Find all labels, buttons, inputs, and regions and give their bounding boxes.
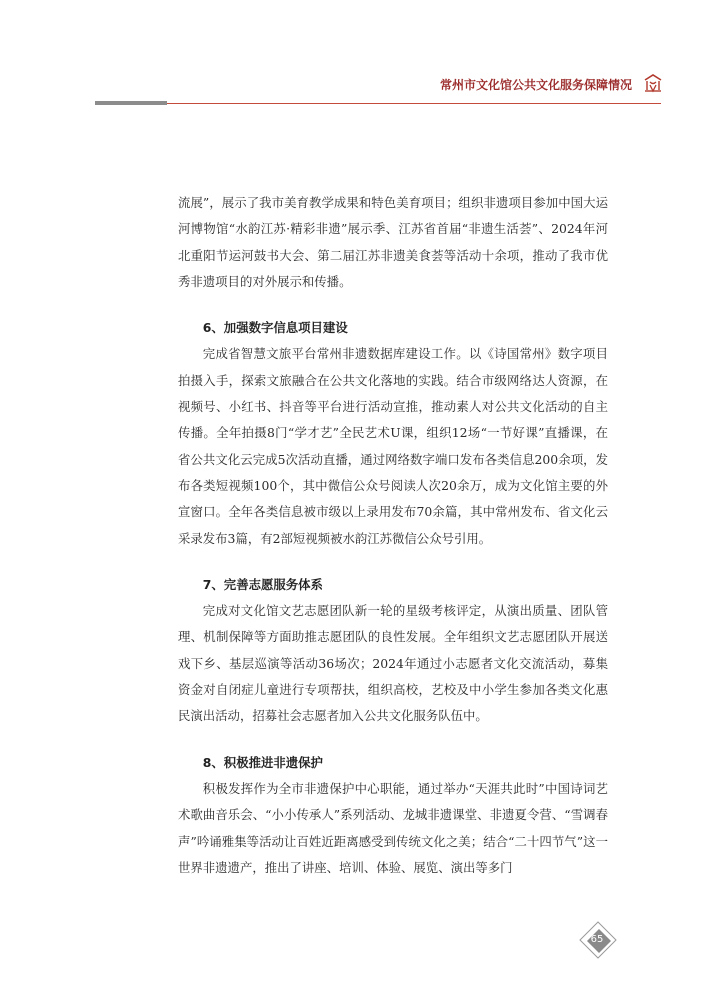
running-header-title: 常州市文化馆公共文化服务保障情况 xyxy=(440,78,633,92)
section-text-7: 完成对文化馆文艺志愿团队新一轮的星级考核评定，从演出质量、团队管理、机制保障等方面助推志愿团队的良性发展。全年组织文艺志愿团队开展送戏下乡、基层巡演等活动36场次；2024年通过小志愿者文化交流活动，募集资金对自闭症儿童进行专项帮扶，组织高校，艺校及中小学生参加各类文化惠民演出活动，招募社会志愿者加入公共文化服务队伍中。 xyxy=(178,603,608,724)
section-heading-7: 7、完善志愿服务体系 xyxy=(202,576,323,592)
section-text-6: 完成省智慧文旅平台常州非遗数据库建设工作。以《诗国常州》数字项目拍摄入手，探索文旅融合在公共文化落地的实践。结合市级网络达人资源，在视频号、小红书、抖音等平台进行活动宣推，推动素人对公共文化活动的自主传播。全年拍摄8门“学才艺”全民艺术U课，组织12场“一节好课”直播课，在省公共文化云完成5次活动直播，通过网络数字端口发布各类信息200余项，发布各类短视频100个，其中微信公众号阅读人次20余万，成为文化馆主要的外宣窗口。全年各类信息被市级以上录用发布70余篇，其中常州发布、省文化云采录发布3篇，有2部短视频被水韵江苏微信公众号引用。 xyxy=(178,346,608,546)
museum-logo-icon xyxy=(642,72,664,94)
header-rule xyxy=(167,103,661,104)
page-number: 65 xyxy=(590,934,604,945)
section-heading-6: 6、加强数字信息项目建设 xyxy=(202,320,348,336)
section-text-8: 积极发挥作为全市非遗保护中心职能，通过举办“天涯共此时”中国诗词艺术歌曲音乐会、“小小传承人”系列活动、龙城非遗课堂、非遗夏令营、“雪调春声”吟诵雅集等活动让百姓近距离感受到传统文化之美；结合“二十四节气”这一世界非遗遗产，推出了讲座、培训、体验、展览、演出等多门 xyxy=(178,780,608,875)
header-bar-grey xyxy=(95,101,167,105)
intro-paragraph: 流展”，展示了我市美育教学成果和特色美育项目；组织非遗项目参加中国大运河博物馆“水韵江苏·精彩非遗”展示季、江苏省首届“非遗生活荟”、2024年河北重阳节运河鼓书大会、第二届江苏非遗美食荟等活动十余项，推动了我市优秀非遗项目的对外展示和传播。 xyxy=(178,195,608,289)
article-body xyxy=(178,190,608,881)
section-heading-8: 8、积极推进非遗保护 xyxy=(202,754,323,770)
